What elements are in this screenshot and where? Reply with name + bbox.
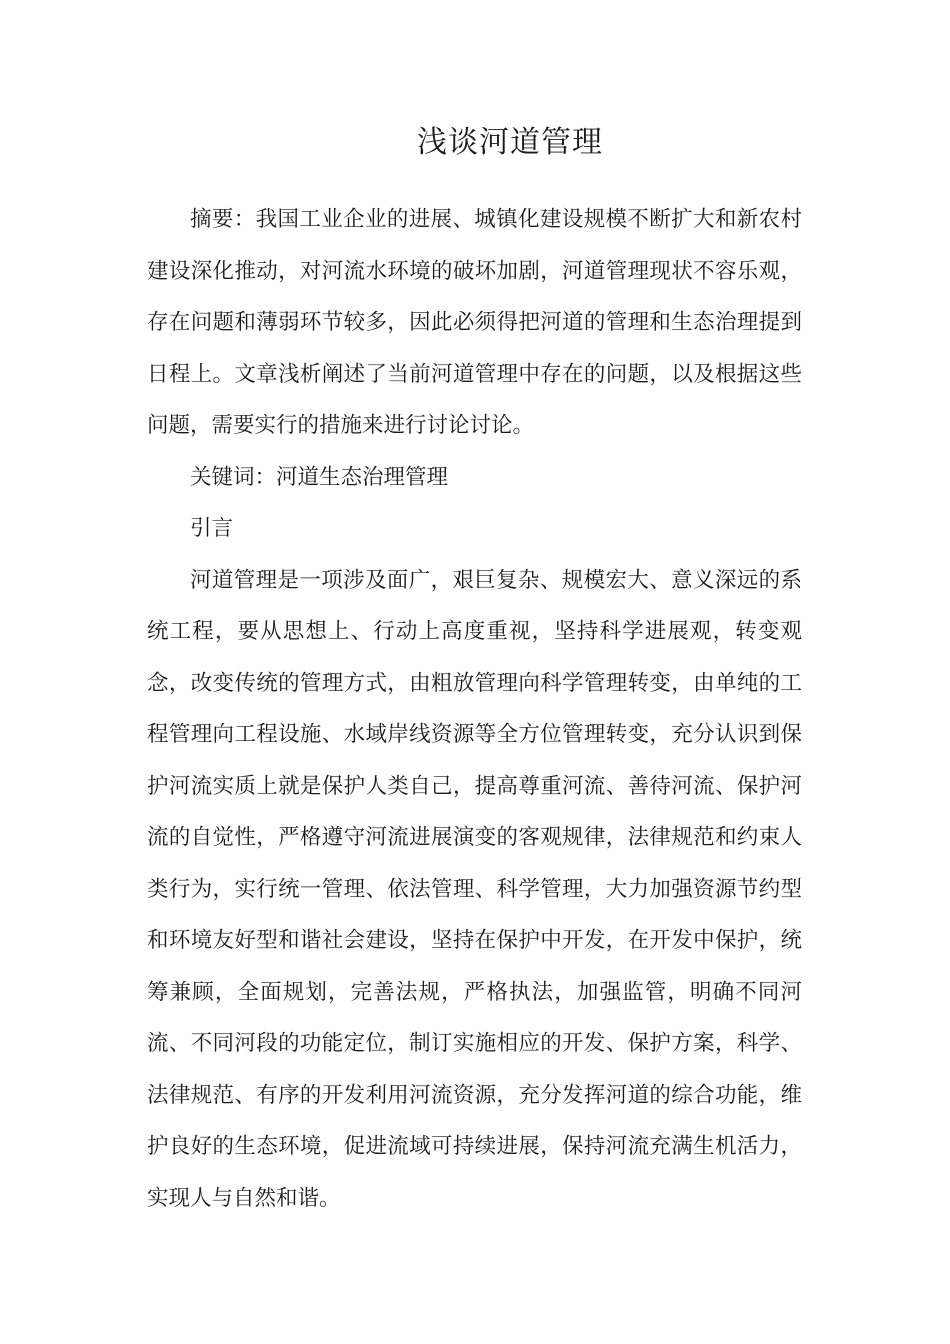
abstract-paragraph: 摘要：我国工业企业的进展、城镇化建设规模不断扩大和新农村建设深化推动，对河流水环境的破坏加剧，河道管理现状不容乐观，存在问题和薄弱环节较多，因此必须得把河道的管理和生态治理提到日程上。文章浅析阐述了当前河道管理中存在的问题，以及根据这些问题，需要实行的措施来进行讨论讨论。: [147, 207, 802, 438]
keywords-line: 关键词：河道生态治理管理: [190, 464, 449, 490]
document-title: 浅谈河道管理: [417, 125, 603, 160]
intro-paragraph: 河道管理是一项涉及面广，艰巨复杂、规模宏大、意义深远的系统工程，要从思想上、行动上高度重视，坚持科学进展观，转变观念，改变传统的管理方式，由粗放管理向科学管理转变，由单纯的工程管理向工程设施、水域岸线资源等全方位管理转变，充分认识到保护河流实质上就是保护人类自己，提高尊重河流、善待河流、保护河流的自觉性，严格遵守河流进展演变的客观规律，法律规范和约束人类行为，实行统一管理、依法管理、科学管理，大力加强资源节约型和环境友好型和谐社会建设，坚持在保护中开发，在开发中保护，统筹兼顾，全面规划，完善法规，严格执法，加强监管，明确不同河流、不同河段的功能定位，制订实施相应的开发、保护方案，科学、法律规范、有序的开发利用河流资源，充分发挥河道的综合功能，维护良好的生态环境，促进流域可持续进展，保持河流充满生机活力，实现人与自然和谐。: [147, 567, 802, 1211]
document-body: [147, 194, 802, 1224]
intro-heading: 引言: [190, 516, 234, 541]
